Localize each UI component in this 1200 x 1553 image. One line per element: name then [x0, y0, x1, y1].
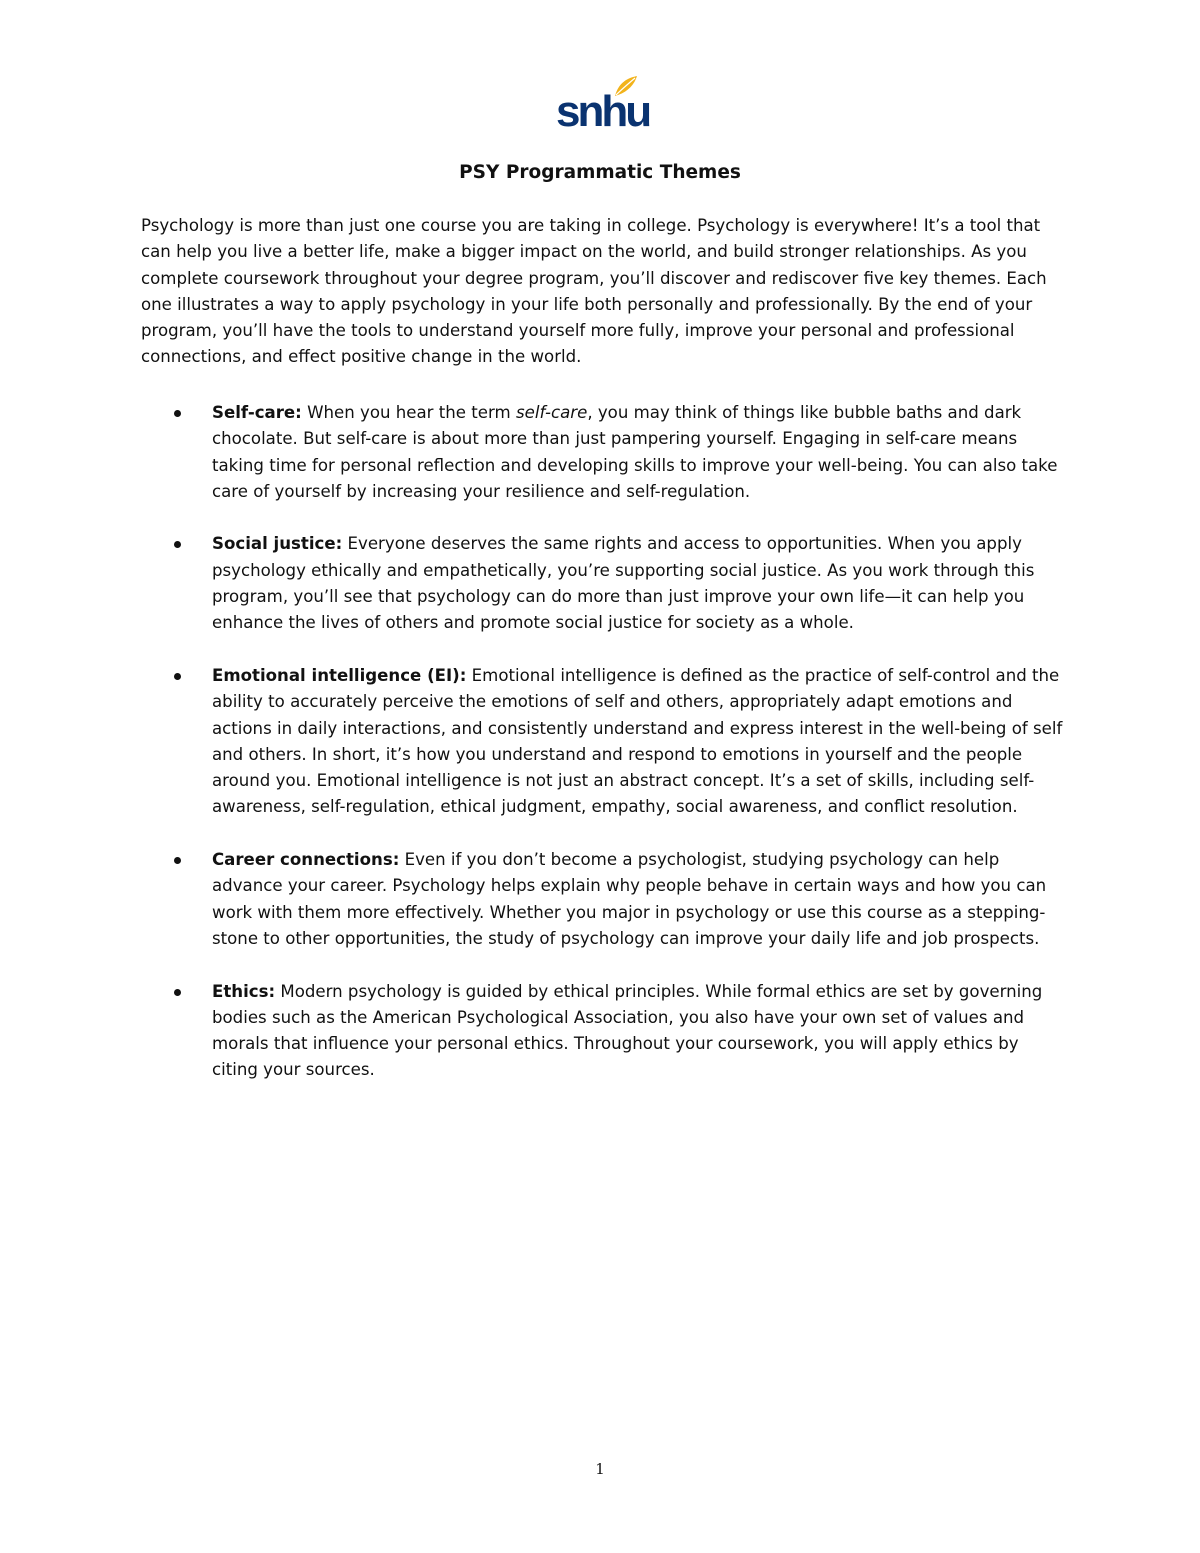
intro-paragraph: Psychology is more than just one course you are taking in college. Psychology is everywhere! It’s a tool that can help you live a better life, make a bigger impact on the world, and build stronger relationships. As you complete coursework throughout your degree program, you’ll discover and rediscover five key themes. Each one illustrates a way to apply psychology in your life both personally and professionally. By the end of your program, you’ll have the tools to understand yourself more fully, improve your personal and professional connections, and effect positive change in the world.	[141, 216, 1047, 367]
theme-term: Ethics:	[212, 981, 276, 1001]
list-item-career-connections	[141, 847, 1066, 952]
list-item-ethics	[141, 979, 1066, 1084]
theme-emphasis: self-care	[515, 403, 588, 422]
theme-text: Modern psychology is guided by ethical principles. While formal ethics are set by governing bodies such as the American Psychological Association, you also have your own set of values and morals that influence your personal ethics. Throughout your coursework, you will apply ethics by citing your sources.	[212, 981, 1043, 1080]
bullet-icon	[174, 410, 181, 417]
theme-term: Emotional intelligence (EI):	[212, 665, 467, 685]
theme-term: Career connections:	[212, 850, 400, 870]
page-number: 1	[595, 1460, 605, 1478]
logo-wordmark: snhu	[556, 87, 650, 136]
theme-text: Everyone deserves the same rights and access to opportunities. When you apply psychology ethically and empathetically, you’re supporting social justice. As you work through this program, you’ll see that psychology can do more than just improve your own life—it can help you enhance the lives of others and promote social justice for society as a whole.	[212, 534, 1035, 633]
bullet-icon	[174, 673, 181, 680]
theme-text: Even if you don’t become a psychologist, studying psychology can help advance your career. Psychology helps explain why people behave in certain ways and how you can work with them more effectively. Whether you major in psychology or use this course as a stepping-stone to other opportunities, the study of psychology can improve your daily life and job prospects.	[212, 850, 1047, 948]
bullet-icon	[174, 541, 181, 548]
list-item-emotional-intelligence	[141, 663, 1066, 821]
bullet-icon	[174, 857, 181, 864]
theme-term: Social justice:	[212, 534, 343, 554]
themes-list	[141, 400, 1066, 1110]
list-item-self-care	[141, 400, 1066, 505]
bullet-icon	[174, 989, 181, 996]
theme-text: , you may think of things like bubble baths and dark chocolate. But self-care is about more than just pampering yourself. Engaging in self-care means taking time for personal reflection and developing skills to improve your well-being. You can also take care of yourself by increasing your resilience and self-regulation.	[212, 403, 1058, 501]
page-title: PSY Programmatic Themes	[459, 162, 741, 183]
theme-term: Self-care:	[212, 403, 302, 422]
theme-text: When you hear the term	[301, 403, 516, 422]
list-item-social-justice	[141, 531, 1066, 636]
snhu-logo	[556, 74, 650, 136]
theme-text: Emotional intelligence is defined as the practice of self-control and the ability to accurately perceive the emotions of self and others, appropriately adapt emotions and actions in daily interactions, and consistently understand and express interest in the well-being of self and others. In short, it’s how you understand and respond to emotions in yourself and the people around you. Emotional intelligence is not just an abstract concept. It’s a set of skills, including self-awareness, self-regulation, ethical judgment, empathy, social awareness, and conflict resolution.	[212, 665, 1063, 817]
